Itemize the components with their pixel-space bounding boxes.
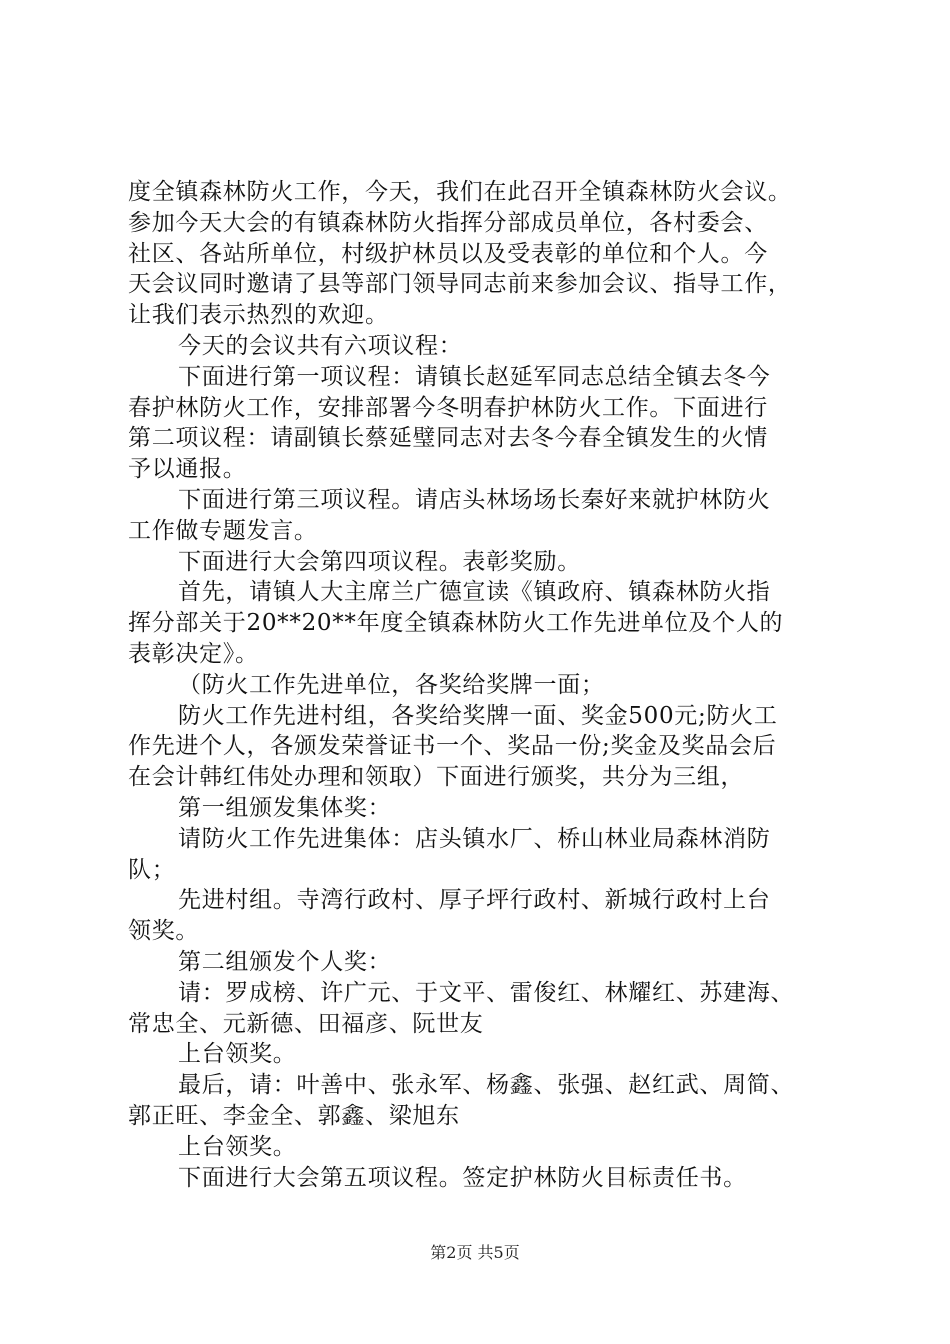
text-line: 领奖。 [128,918,200,945]
text-line: 先进村组。寺湾行政村、厚子坪行政村、新城行政村上台 [178,887,771,914]
text-line: 社区、各站所单位，村级护林员以及受表彰的单位和个人。今 [128,240,768,267]
text-line: 天会议同时邀请了县等部门领导同志前来参加会议、指导工作， [128,271,792,298]
text-line: 今天的会议共有六项议程： [178,333,463,359]
text-line: 度全镇森林防火工作，今天，我们在此召开全镇森林防火会议。 [128,179,792,205]
text-line: 下面进行第三项议程。请店头林场场长秦好来就护林防火 [178,487,771,513]
text-line: 作先进个人，各颁发荣誉证书一个、奖品一份;奖金及奖品会后 [128,733,777,760]
text-line: 工作做专题发言。 [128,517,318,544]
page-footer [0,1241,950,1265]
text-line: 请防火工作先进集体：店头镇水厂、桥山林业局森林消防 [178,825,771,852]
text-line: 第二项议程：请副镇长蔡延璧同志对去冬今春全镇发生的火情 [128,425,768,452]
page-number-label: 第2页 共5页 [430,1243,520,1262]
text-line: 队； [128,856,176,883]
text-line: 上台领奖。 [178,1133,297,1160]
text-line: 予以通报。 [128,456,247,483]
text-line: 郭正旺、李金全、郭鑫、梁旭东 [128,1103,460,1129]
text-line: 春护林防火工作，安排部署今冬明春护林防火工作。下面进行 [128,394,768,421]
text-line: （防火工作先进单位，各奖给奖牌一面； [178,671,605,698]
text-line: 请：罗成榜、许广元、于文平、雷俊红、林耀红、苏建海、 [178,979,795,1006]
text-line: 下面进行大会第四项议程。表彰奖励。 [178,548,581,575]
text-line: 第一组颁发集体奖： [178,795,392,821]
text-line: 下面进行第一项议程：请镇长赵延军同志总结全镇去冬今 [178,363,771,390]
text-line: 防火工作先进村组，各奖给奖牌一面、奖金500元;防火工 [178,702,778,729]
text-line: 让我们表示热烈的欢迎。 [128,302,389,329]
text-line: 首先，请镇人大主席兰广德宣读《镇政府、镇森林防火指 [178,579,771,606]
text-line: 第二组颁发个人奖： [178,949,392,975]
text-line: 参加今天大会的有镇森林防火指挥分部成员单位，各村委会、 [128,209,768,236]
text-line: 表彰决定》。 [128,641,259,667]
text-line: 挥分部关于20**20**年度全镇森林防火工作先进单位及个人的 [128,610,784,637]
text-line: 下面进行大会第五项议程。签定护林防火目标责任书。 [178,1164,747,1191]
text-line: 常忠全、元新德、田福彦、阮世友 [128,1010,484,1037]
text-line: 在会计韩红伟处办理和领取）下面进行颁奖，共分为三组， [128,764,745,791]
text-line: 上台领奖。 [178,1041,297,1068]
text-line: 最后，请：叶善中、张永军、杨鑫、张强、赵红武、周简、 [178,1072,795,1099]
